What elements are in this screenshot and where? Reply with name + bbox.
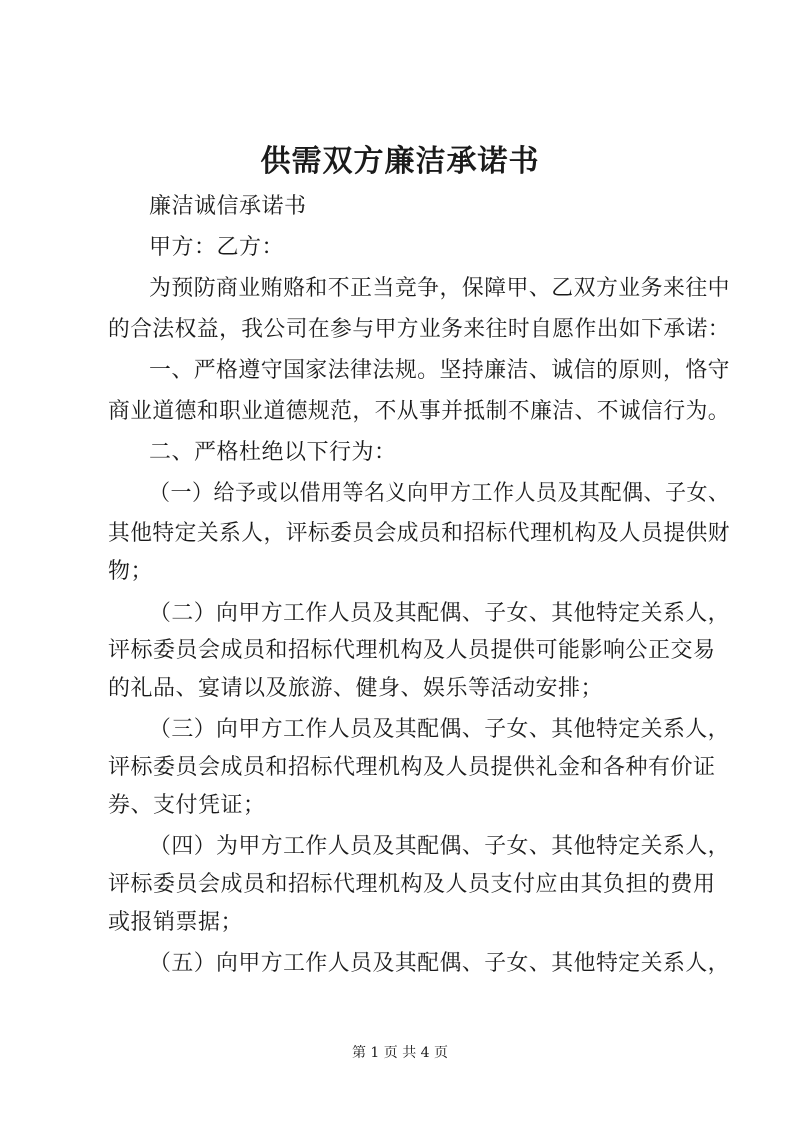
body-line: 券、支付凭证； <box>108 793 266 818</box>
body-line: 物； <box>108 559 154 584</box>
body-line: 的合法权益，我公司在参与甲方业务来往时自愿作出如下承诺： <box>108 317 731 342</box>
document-title: 供需双方廉洁承诺书 <box>260 144 540 179</box>
body-line: （二）向甲方工作人员及其配偶、子女、其他特定关系人， <box>149 601 731 626</box>
body-line: （五）向甲方工作人员及其配偶、子女、其他特定关系人， <box>149 951 731 976</box>
body-line: （一）给予或以借用等名义向甲方工作人员及其配偶、子女、 <box>149 481 730 506</box>
body-line: 或报销票据； <box>108 910 244 935</box>
body-line: 二、严格杜绝以下行为： <box>149 440 397 465</box>
body-line: 甲方：乙方： <box>149 235 285 260</box>
body-line: （四）为甲方工作人员及其配偶、子女、其他特定关系人， <box>149 834 731 859</box>
body-line: 评标委员会成员和招标代理机构及人员提供可能影响公正交易 <box>108 638 716 663</box>
body-line: 的礼品、宴请以及旅游、健身、娱乐等活动安排； <box>108 676 604 701</box>
body-line: 评标委员会成员和招标代理机构及人员支付应由其负担的费用 <box>108 872 716 897</box>
body-line: 其他特定关系人，评标委员会成员和招标代理机构及人员提供财 <box>108 521 731 546</box>
page-footer: 第 1 页 共 4 页 <box>351 1045 449 1061</box>
body-line: 一、严格遵守国家法律法规。坚持廉洁、诚信的原则，恪守 <box>149 358 731 383</box>
body-line: 廉洁诚信承诺书 <box>149 194 307 219</box>
body-line: 为预防商业贿赂和不正当竞争，保障甲、乙双方业务来往中 <box>149 276 731 301</box>
body-line: 评标委员会成员和招标代理机构及人员提供礼金和各种有价证 <box>108 755 716 780</box>
body-line: 商业道德和职业道德规范，不从事并抵制不廉洁、不诚信行为。 <box>108 399 731 424</box>
body-line: （三）向甲方工作人员及其配偶、子女、其他特定关系人， <box>149 717 731 742</box>
